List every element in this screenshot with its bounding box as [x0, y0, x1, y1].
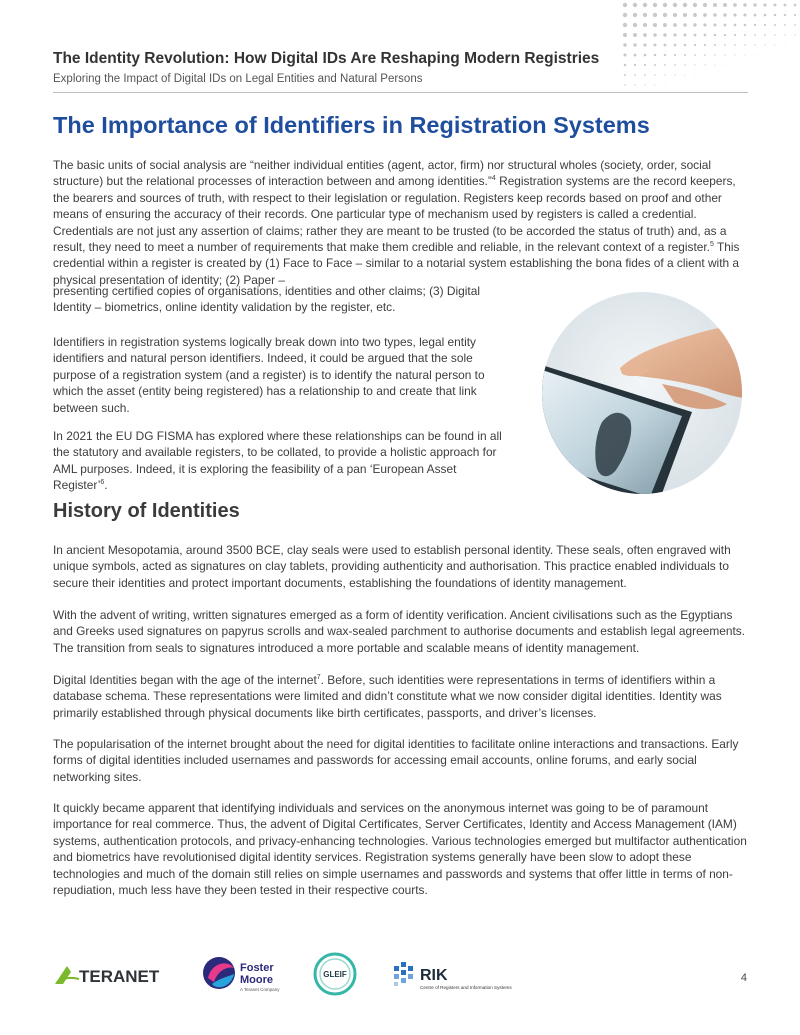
halftone-dot	[784, 4, 787, 7]
halftone-dot	[664, 44, 667, 47]
halftone-dot	[754, 34, 756, 36]
halftone-dot	[673, 13, 677, 17]
halftone-dot	[633, 13, 637, 17]
halftone-dot	[764, 24, 766, 26]
halftone-dot	[774, 24, 776, 26]
halftone-dot	[623, 23, 627, 27]
halftone-dot	[643, 13, 647, 17]
svg-text:RIK: RIK	[420, 967, 448, 984]
paragraph-credential-types: presenting certified copies of organisations, identities and other claims; (3) Digital Identity – biometrics, online identity validation by the register, etc.	[53, 284, 480, 315]
halftone-dot	[643, 43, 646, 46]
halftone-dot	[743, 3, 747, 7]
halftone-dot	[743, 13, 746, 16]
document-title: The Identity Revolution: How Digital IDs Are Reshaping Modern Registries	[53, 50, 600, 67]
page-number: 4	[740, 972, 747, 984]
halftone-dot	[724, 34, 726, 36]
halftone-dot	[724, 24, 727, 27]
svg-text:GLEIF: GLEIF	[323, 970, 347, 979]
halftone-dot	[703, 3, 707, 7]
halftone-dot	[774, 14, 777, 17]
header-divider	[53, 92, 748, 93]
halftone-dot	[755, 55, 756, 56]
halftone-dot	[723, 13, 726, 16]
document-subtitle: Exploring the Impact of Digital IDs on Legal Entities and Natural Persons	[53, 73, 423, 85]
paragraph-social-analysis: The basic units of social analysis are “neither individual entities (agent, actor, firm) nor structural wholes (society, order, social structure) but the relational processes of interaction between and among identities.”$^4$ Registration systems are the record keepers, the bearers and sources of truth, with respect to their legislation or regulation. Registers keep records based on proof and other means of ensuring the accuracy of their records. One particular type of mechanism used by registers is called a credential. Credentials are not just any assertion of claims; rather they are meant to be trusted (to be accorded the status of truth) and, as a result, they need to meet a number of requirements that make them credible and reliable, in the relevant context of a register.$^5$ This credential within a register is created by (1) Face to Face – similar to a notarial system establishing the bona fides of a client with a physical presentation of identity; (2) Paper –	[53, 158, 740, 287]
halftone-dot	[784, 34, 785, 35]
halftone-dot	[663, 3, 667, 7]
halftone-dot	[683, 23, 687, 27]
halftone-dot	[763, 3, 766, 6]
halftone-dot	[633, 33, 637, 37]
halftone-dot	[643, 3, 647, 7]
halftone-dot	[734, 44, 736, 46]
halftone-dot	[723, 3, 727, 7]
gleif-logo	[313, 952, 357, 1001]
halftone-dot	[663, 33, 666, 36]
footnote-ref: 4	[491, 175, 496, 183]
rik-logo	[392, 960, 534, 997]
halftone-dot	[795, 45, 796, 46]
halftone-dot	[764, 14, 767, 17]
halftone-dot	[683, 13, 687, 17]
footnote-ref: 5	[710, 241, 714, 249]
halftone-dot	[734, 34, 736, 36]
paragraph-identifier-types: Identifiers in registration systems logically break down into two types, legal entity identifiers and natural person identifiers. Indeed, it could be argued that the sole purpose of a registration system (and a register) is to identify the natural person to which the asset (entity being registered) has a relationship to and create that link between such.	[53, 335, 485, 415]
halftone-dot	[764, 34, 766, 36]
halftone-dot	[764, 44, 765, 45]
paragraph-internet-popularisation: The popularisation of the internet brought about the need for digital identities to facilitate online interactions and transactions. Early forms of digital identities included usernames and passwords for accessing email accounts, online forums, and early social networking sites.	[53, 737, 739, 784]
halftone-dot	[653, 43, 656, 46]
paragraph-commerce-identification: It quickly became apparent that identifying individuals and services on the anonymous internet was going to be of paramount importance for real commerce. Thus, the advent of Digital Certificates, Server Certificates, Identity and Access Management (IAM) systems, authentication protocols, and privacy-enhancing technologies. Various technologies emerged but multifactor authentication and biometrics have revolutionised digital identity services. Registration systems generally have been slow to adopt these technologies and much of the domain still relies on simple usernames and passwords and systems that offer little in terms of non-repudiation, much less have they been tested in their respective courts.	[53, 801, 747, 898]
halftone-dot	[643, 23, 647, 27]
halftone-dot	[684, 44, 687, 47]
halftone-dot	[794, 24, 796, 26]
halftone-dot	[673, 33, 676, 36]
halftone-dot	[773, 3, 776, 6]
halftone-dot	[785, 45, 786, 46]
halftone-dot	[653, 3, 657, 7]
halftone-dot	[703, 13, 707, 17]
halftone-dot	[623, 33, 627, 37]
halftone-dot	[683, 33, 686, 36]
halftone-dot	[653, 33, 657, 37]
halftone-dot	[643, 33, 647, 37]
halftone-dot	[765, 55, 766, 56]
halftone-dot	[733, 13, 736, 16]
halftone-dot	[753, 3, 756, 6]
halftone-dot	[703, 23, 706, 26]
paragraph-mesopotamia: In ancient Mesopotamia, around 3500 BCE, clay seals were used to establish personal identity. These seals, often engraved with unique symbols, acted as signatures on clay tablets, providing authenticity and authorisation. This practice enabled individuals to secure their identities and protect important documents, establishing the foundations of identity management.	[53, 543, 731, 590]
halftone-dot	[673, 23, 677, 27]
halftone-dot	[704, 34, 707, 37]
halftone-dot	[713, 13, 717, 17]
foster-moore-logo	[202, 954, 292, 999]
halftone-dot	[623, 3, 627, 7]
halftone-dot	[754, 24, 756, 26]
halftone-dot	[754, 14, 757, 17]
halftone-dot	[693, 13, 697, 17]
svg-text:A Teranet Company: A Teranet Company	[240, 987, 280, 992]
halftone-dot	[744, 34, 746, 36]
halftone-dot	[694, 44, 696, 46]
svg-text:Centre of Registers and Inform: Centre of Registers and Information Systems	[420, 985, 512, 990]
halftone-dot	[744, 44, 745, 45]
halftone-dot	[653, 13, 657, 17]
halftone-dot	[714, 44, 716, 46]
halftone-dot	[673, 3, 677, 7]
hand-touching-tablet-image	[542, 292, 742, 494]
paragraph-written-signatures: With the advent of writing, written signatures emerged as a form of identity verification. Ancient civilisations such as the Egyptians and Greeks used signatures on papyrus scrolls and wax-sealed parchment to authorise documents and establish legal agreements. The transition from seals to signatures introduced a more portable and scalable means of identity management.	[53, 608, 746, 655]
svg-text:Foster: Foster	[240, 962, 274, 974]
halftone-dot	[623, 43, 627, 47]
halftone-dot	[633, 23, 637, 27]
halftone-dot	[683, 3, 687, 7]
halftone-dot	[744, 24, 747, 27]
halftone-dot	[704, 44, 706, 46]
halftone-dot	[714, 34, 717, 37]
halftone-dot	[754, 44, 755, 45]
section-heading-identifiers: The Importance of Identifiers in Registration Systems	[53, 112, 650, 138]
halftone-dot	[794, 14, 796, 16]
svg-text:Moore: Moore	[240, 974, 273, 986]
halftone-dot	[633, 43, 636, 46]
document-header	[53, 50, 748, 85]
section-heading-history: History of Identities	[53, 500, 240, 522]
footnote-ref: 7	[316, 674, 321, 682]
halftone-dot	[784, 14, 786, 16]
teranet-logo	[53, 960, 173, 993]
halftone-dot	[794, 4, 797, 7]
halftone-dot	[775, 45, 776, 46]
halftone-dot	[653, 23, 657, 27]
halftone-dot	[774, 34, 775, 35]
halftone-dot	[784, 24, 786, 26]
halftone-dot	[674, 44, 677, 47]
halftone-dot	[693, 3, 697, 7]
paragraph-eu-fisma: In 2021 the EU DG FISMA has explored where these relationships can be found in all the statutory and available registers, to be collated, to provide a holistic approach for AML purposes. Indeed, it is exploring the feasibility of a pan ‘European Asset Register’$^6$.	[53, 429, 502, 493]
halftone-dot	[794, 34, 795, 35]
paragraph-digital-identities: Digital Identities began with the age of the internet$^7$. Before, such identities were representations in terms of identifiers within a database schema. These representations were limited and didn’t constitute what we now consider digital identities. Identity was primarily established through physical documents like birth certificates, passports, and driver’s licenses.	[53, 673, 722, 720]
halftone-dot	[633, 3, 637, 7]
halftone-dot	[724, 44, 726, 46]
halftone-dot	[623, 13, 627, 17]
halftone-dot	[734, 24, 737, 27]
halftone-dot	[663, 23, 667, 27]
svg-text:TERANET: TERANET	[79, 967, 160, 986]
halftone-dot	[713, 3, 717, 7]
halftone-dot	[694, 34, 697, 37]
halftone-dot	[733, 3, 737, 7]
halftone-dot	[663, 13, 667, 17]
footnote-ref: 6	[100, 479, 105, 487]
halftone-dot	[713, 23, 716, 26]
halftone-dot	[693, 23, 696, 26]
